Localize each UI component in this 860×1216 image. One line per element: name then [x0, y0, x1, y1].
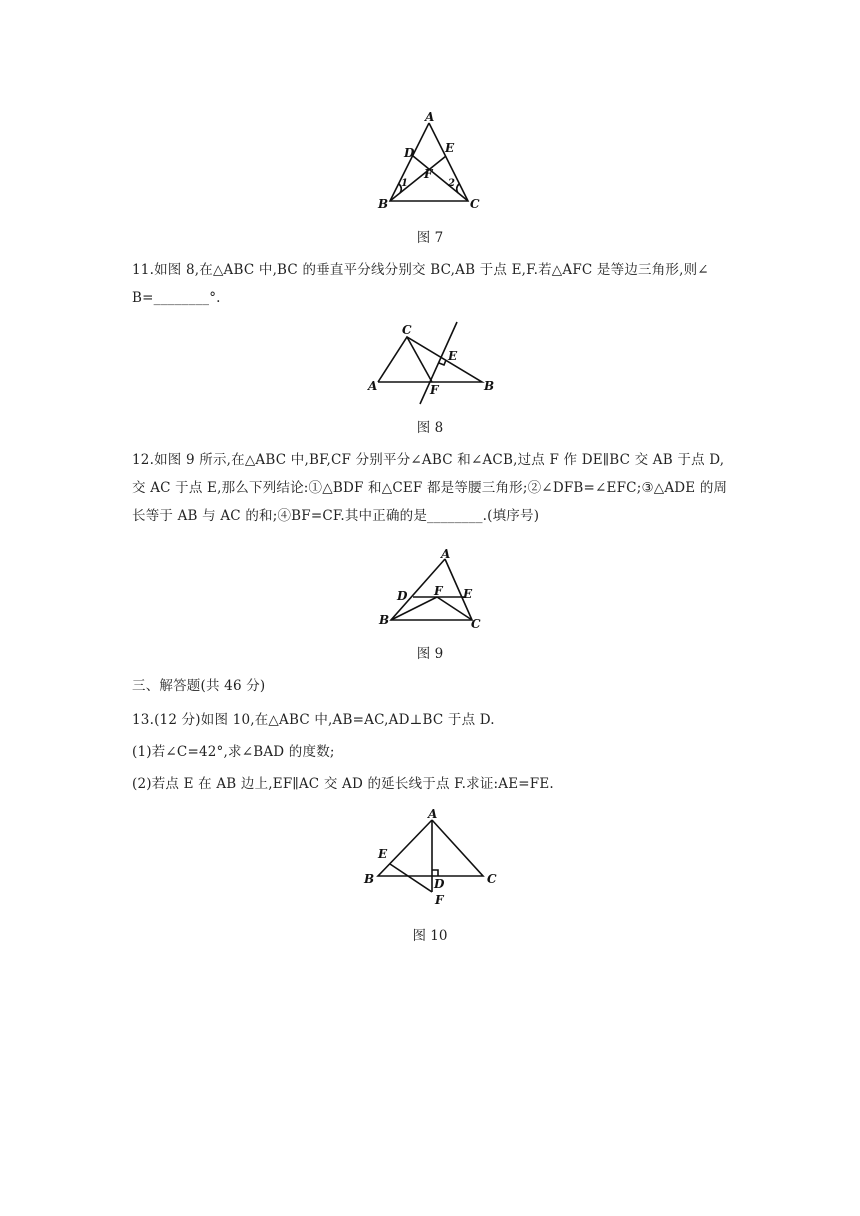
label-B: B — [484, 379, 495, 393]
question-12-line-1: 12.如图 9 所示,在△ABC 中,BF,CF 分别平分∠ABC 和∠ACB,过点 F 作 DE∥BC 交 AB 于点 D, — [132, 452, 725, 468]
label-A: A — [425, 110, 435, 124]
label-E: E — [445, 141, 455, 155]
label-C: C — [470, 197, 480, 211]
segment-cd — [413, 156, 468, 201]
label-A: A — [441, 547, 451, 561]
label-B: B — [379, 613, 390, 627]
figure-10-diagram — [360, 807, 510, 907]
figure-8-diagram — [360, 320, 500, 400]
label-B: B — [364, 872, 375, 886]
angle-2-mark — [457, 184, 459, 193]
figure-9-caption: 图 9 — [416, 646, 444, 662]
label-angle-1: 1 — [401, 178, 408, 189]
label-C: C — [487, 872, 497, 886]
figure-10-caption: 图 10 — [412, 928, 448, 944]
figure-7-caption: 图 7 — [416, 230, 444, 246]
label-angle-2: 2 — [448, 178, 455, 189]
section-3-heading: 三、解答题(共 46 分) — [132, 678, 266, 694]
label-C: C — [471, 617, 481, 631]
question-13-intro: 13.(12 分)如图 10,在△ABC 中,AB=AC,AD⊥BC 于点 D. — [132, 712, 495, 728]
figure-7-diagram — [370, 110, 490, 210]
question-13 — [132, 704, 732, 800]
segment-be — [390, 156, 446, 201]
label-E: E — [448, 349, 458, 363]
label-F: F — [430, 383, 439, 397]
label-E: E — [378, 847, 388, 861]
triangle-abc — [378, 337, 482, 382]
label-F: F — [424, 167, 433, 181]
label-B: B — [378, 197, 389, 211]
figure-9-diagram — [375, 547, 495, 631]
triangle-abc — [378, 820, 483, 876]
question-13-part-1: (1)若∠C=42°,求∠BAD 的度数; — [132, 744, 335, 760]
label-C: C — [402, 323, 412, 337]
label-D: D — [404, 146, 415, 160]
label-F: F — [434, 584, 443, 598]
question-12 — [132, 446, 732, 530]
segment-ef — [390, 864, 432, 892]
question-12-line-2: 交 AC 于点 E,那么下列结论:①△BDF 和△CEF 都是等腰三角形;②∠DFB=∠EFC;③△ADE 的周 — [132, 480, 728, 496]
label-A: A — [428, 807, 438, 821]
question-13-part-2: (2)若点 E 在 AB 边上,EF∥AC 交 AD 的延长线于点 F.求证:AE=FE. — [132, 776, 554, 792]
question-11 — [132, 256, 732, 312]
label-E: E — [463, 587, 473, 601]
question-11-line-2: B=________°. — [132, 290, 221, 306]
question-11-line-1: 11.如图 8,在△ABC 中,BC 的垂直平分线分别交 BC,AB 于点 E,F.若△AFC 是等边三角形,则∠ — [132, 262, 709, 278]
label-D: D — [397, 589, 408, 603]
figure-8-caption: 图 8 — [416, 420, 444, 436]
right-angle-mark — [432, 870, 438, 876]
label-A: A — [368, 379, 378, 393]
label-D: D — [434, 877, 445, 891]
question-12-line-3: 长等于 AB 与 AC 的和;④BF=CF.其中正确的是________.(填序号) — [132, 508, 540, 524]
label-F: F — [435, 893, 444, 907]
